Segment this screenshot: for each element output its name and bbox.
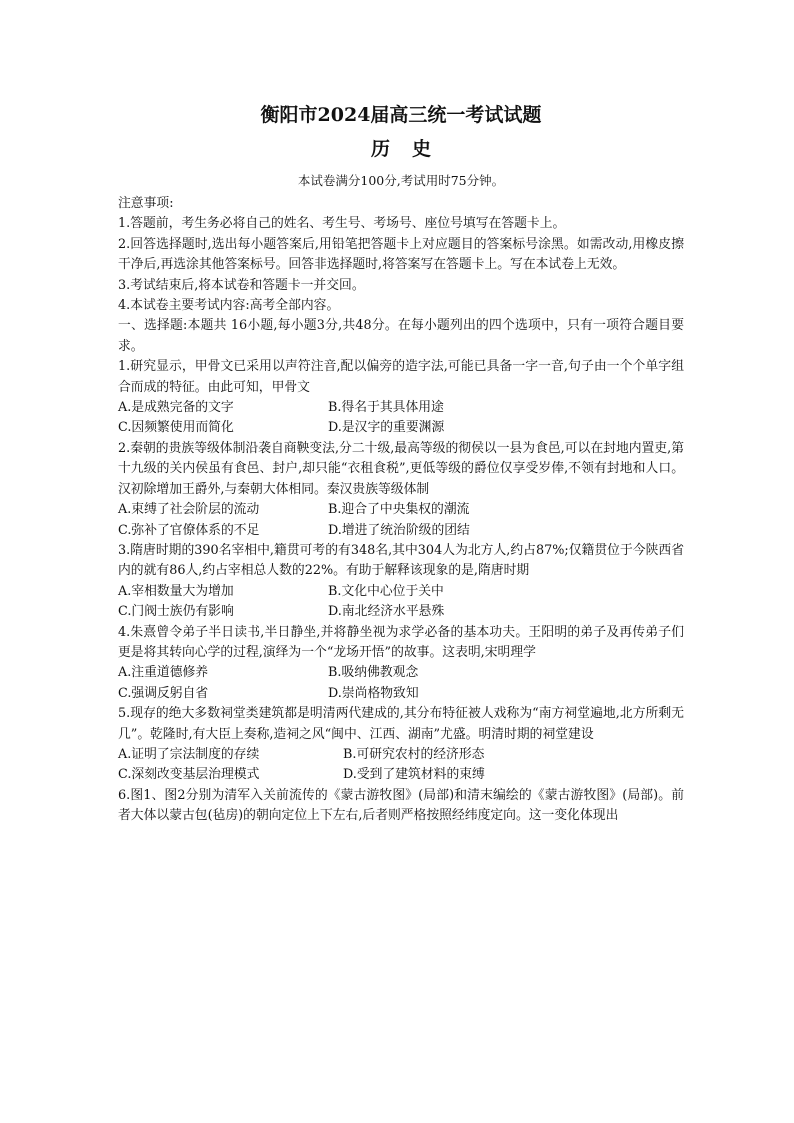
question-stem: 1.研究显示，甲骨文已采用以声符注音,配以偏旁的造字法,可能已具备一字一音,句子由一个个单字组合而成的特征。由此可知，甲骨文 [118,359,684,395]
option: B.可研究农村的经济形态 [343,746,485,762]
option: C.因频繁使用而简化 [118,420,234,436]
option-row [118,663,684,683]
option: B.文化中心位于关中 [328,583,444,599]
option: A.宰相数量大为增加 [118,583,234,599]
option-row [118,398,684,418]
option: D.南北经济水平悬殊 [328,604,445,620]
option-row [118,765,684,785]
option: D.受到了建筑材料的束缚 [343,767,485,783]
question-stem: 4.朱熹曾令弟子半日读书,半日静坐,并将静坐视为求学必备的基本功夫。王阳明的弟子及再传弟子们更是将其转向心学的过程,演绎为一个“龙场开悟”的故事。这表明,宋明理学 [118,624,684,660]
notice-item: 3.考试结束后,将本试卷和答题卡一并交回。 [118,277,365,293]
option-row [118,602,684,622]
option: A.束缚了社会阶层的流动 [118,502,260,518]
option-row [118,684,684,704]
option: A.证明了宗法制度的存续 [118,746,260,762]
option: D.增进了统治阶级的团结 [328,522,470,538]
option-row [118,418,684,438]
subject-title: 历史 [370,138,453,160]
notice-item: 4.本试卷主要考试内容:高考全部内容。 [118,298,340,314]
notice-item: 2.回答选择题时,选出每小题答案后,用铅笔把答题卡上对应题目的答案标号涂黑。如需改动,用橡皮擦干净后,再选涂其他答案标号。回答非选择题时,将答案写在答题卡上。写在本试卷上无效。 [118,236,684,273]
option-row [118,500,684,520]
option-row [118,745,684,765]
option-row [118,582,684,602]
option: C.门阀士族仍有影响 [118,604,234,620]
exam-page [118,100,684,827]
option: B.得名于其具体用途 [328,400,444,416]
option-row [118,521,684,541]
option: C.强调反躬自省 [118,685,209,701]
notice-heading: 注意事项: [118,196,174,211]
question-stem: 2.秦朝的贵族等级体制沿袭自商鞅变法,分二十级,最高等级的彻侯以一县为食邑,可以在封地内置吏,第十九级的关内侯虽有食邑、封户,却只能“衣租食税”,更低等级的爵位仅享受岁俸,不领有封地和人口。汉初除增加王爵外,与秦朝大体相同。秦汉贵族等级体制 [118,440,684,497]
option: D.是汉字的重要渊源 [328,420,445,436]
option: C.深刻改变基层治理模式 [118,767,260,783]
option: A.是成熟完备的文字 [118,400,234,416]
option: B.吸纳佛教观念 [328,665,419,681]
exam-title: 衡阳市2024届高三统一考试试题 [260,104,542,126]
notice-item: 1.答题前，考生务必将自己的姓名、考生号、考场号、座位号填写在答题卡上。 [118,216,566,232]
exam-meta: 本试卷满分100分,考试用时75分钟。 [297,173,505,188]
question-stem: 3.隋唐时期的390名宰相中,籍贯可考的有348名,其中304人为北方人,约占87%;仅籍贯位于今陕西省内的就有86人,约占宰相总人数的22%。有助于解释该现象的是,隋唐时期 [118,542,684,579]
option: A.注重道德修养 [118,665,209,681]
option: B.迎合了中央集权的潮流 [328,502,470,518]
question-stem: 5.现存的绝大多数祠堂类建筑都是明清两代建成的,其分布特征被人戏称为“南方祠堂遍地,北方所剩无几”。乾隆时,有大臣上奏称,造祠之风“闽中、江西、湖南”尤盛。明清时期的祠堂建设 [118,706,684,742]
option: D.崇尚格物致知 [328,685,419,701]
option: C.弥补了官僚体系的不足 [118,522,260,538]
section-heading: 一、选择题:本题共 16小题,每小题3分,共48分。在每小题列出的四个选项中，只有一项符合题目要求。 [118,318,684,354]
question-stem: 6.图1、图2分别为清军入关前流传的《蒙古游牧图》(局部)和清末编绘的《蒙古游牧图》(局部)。前者大体以蒙古包(毡房)的朝向定位上下左右,后者则严格按照经纬度定向。这一变化体现出 [118,787,684,824]
